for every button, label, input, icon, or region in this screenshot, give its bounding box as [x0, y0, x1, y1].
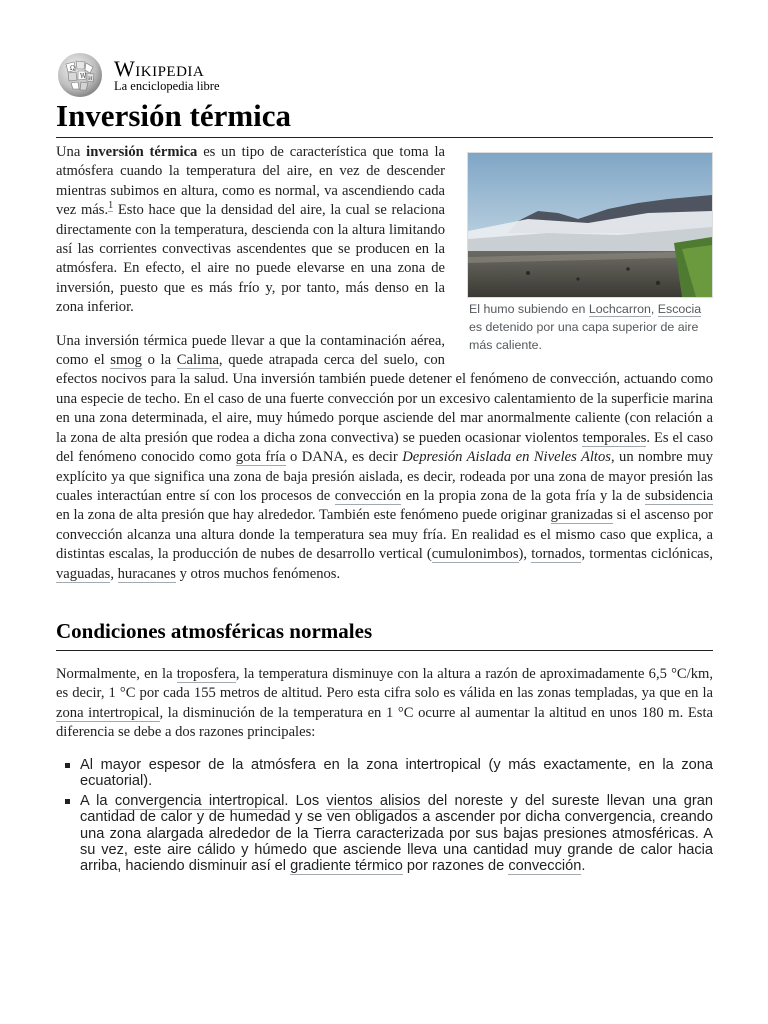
- text: ),: [518, 546, 532, 563]
- bold-term: inversión térmica: [86, 144, 198, 160]
- text: A la: [80, 793, 115, 810]
- link-conveccion[interactable]: convección: [334, 487, 402, 504]
- text: , la disminución de la temperatura en 1 °C ocurre al aumentar la altitud en unos 180 m. Esta diferencia se debe a dos razones principales:: [56, 704, 713, 741]
- italic-term: Depresión Aislada en Niveles Altos: [402, 449, 611, 466]
- svg-text:И: И: [88, 76, 93, 82]
- link-subsidencia[interactable]: subsidencia: [644, 487, 713, 504]
- link-cumulonimbos[interactable]: cumulonimbos: [431, 546, 519, 563]
- svg-text:W: W: [80, 73, 87, 80]
- text: Normalmente, en la: [56, 665, 177, 682]
- text: es un tipo de característica que toma la atmósfera cuando la temperatura del aire, en vez de descender mientras subimos en altura, como es normal, va ascendiendo cada vez más.: [56, 144, 445, 219]
- text: , la temperatura disminuye con la altura a razón de aproximadamente 6,5 °C/km, es decir, 1 °C por cada 155 metros de altitud. Pero esta cifra solo es válida en las zonas templadas, ya que en la: [56, 665, 713, 702]
- link-temporales[interactable]: temporales: [582, 429, 647, 446]
- link-tornados[interactable]: tornados: [531, 546, 582, 563]
- link-vientos-alisios[interactable]: vientos alisios: [326, 793, 421, 810]
- link-convergencia-intertropical[interactable]: convergencia intertropical: [114, 793, 285, 810]
- reference-link[interactable]: 1: [108, 200, 114, 212]
- text: ,: [110, 565, 118, 582]
- text: y otros muchos fenómenos.: [175, 565, 341, 582]
- section-paragraph: [56, 665, 713, 743]
- text: en la zona de alta presión que hay alrededor. También este fenómeno puede originar: [56, 507, 551, 524]
- link-troposfera[interactable]: troposfera: [176, 665, 236, 682]
- link-granizadas[interactable]: granizadas: [550, 507, 613, 524]
- article-body: [56, 143, 713, 879]
- link-escocia[interactable]: Escocia: [657, 302, 702, 316]
- text: en la propia zona de la gota fría y la de: [401, 487, 645, 504]
- text: , un nombre muy explícito ya que significa una zona de baja presión aislada, es decir, rodeada por una zona de mayor presión las cuales interactúan entre sí con los procesos de: [56, 449, 713, 504]
- caption-text: es detenido por una capa superior de aire más caliente.: [469, 320, 699, 352]
- text: .: [581, 858, 586, 875]
- link-gradiente-termico[interactable]: gradiente térmico: [290, 858, 403, 875]
- wordmark-text: Wikipedia: [114, 56, 205, 81]
- text: Una inversión térmica puede llevar a que la contaminación aérea, como el: [56, 332, 445, 369]
- text: Esto hace que la densidad del aire, la cual se relaciona directamente con la temperatura, descienda con la altura limitando así las corrientes convectivas ascendentes que se producen en la atmósfera. En efecto, el aire no puede elevarse en una zona de inversión, puesto que es más frío y, por tanto, más denso en la zona inferior.: [56, 202, 446, 316]
- link-huracanes[interactable]: huracanes: [117, 565, 176, 582]
- thumbnail-figure: [467, 152, 713, 354]
- list-item: [80, 757, 713, 790]
- intro-paragraph-2: [56, 332, 713, 584]
- text: , tormentas ciclónicas,: [581, 546, 713, 563]
- svg-text:Ω: Ω: [70, 65, 75, 72]
- text: si el ascenso por convección alcanza una altura donde la temperatura sea muy fría. En realidad es el mismo caso que explica, a distintas escalas, la producción de nubes de desarrollo vertical (: [56, 507, 713, 563]
- link-zona-intertropical[interactable]: zona intertropical: [56, 704, 160, 721]
- page-title: Inversión térmica: [56, 96, 713, 138]
- reasons-list: [56, 757, 713, 875]
- text: Una: [56, 144, 87, 160]
- caption-text: ,: [650, 302, 658, 316]
- link-calima[interactable]: Calima: [176, 352, 219, 369]
- text: o la: [141, 352, 177, 369]
- link-lochcarron[interactable]: Lochcarron: [588, 302, 651, 316]
- text: , quede atrapada cerca del suelo, con efectos nocivos para la salud. Una inversión también puede detener el fenómeno de convección, actuando como una especie de techo. En el caso de una fuerte convección por un excesivo calentamiento de la superficie marina en una zona determinada, el aire, muy húmedo porque asciende del mar anormalmente caliente (con relación a la zona de alta presión que rodea a dicha zona convectiva) se pueden ocasionar violentos: [56, 352, 713, 446]
- text: . Es el caso del fenómeno conocido como: [56, 429, 713, 466]
- wikipedia-globe-icon[interactable]: [56, 52, 104, 98]
- text: . Los: [284, 793, 327, 810]
- fog-over-loch-photo[interactable]: [467, 152, 713, 298]
- caption-text: El humo subiendo en: [469, 302, 589, 316]
- text: por razones de: [402, 858, 509, 875]
- text: del noreste y del sureste llevan una gran cantidad de calor y de humedad y se ven obligados a ascender por dicha convergencia, creando una zona alargada alrededor de la Tierra caracterizada por sus bajas presiones atmosféricas. A su vez, este aire cálido y húmedo que asciende lleva una cantidad muy grande de calor hacia arriba, haciendo disminuir así el: [80, 793, 714, 875]
- link-vaguadas[interactable]: vaguadas: [56, 565, 111, 582]
- link-gota-fria[interactable]: gota fría: [235, 449, 286, 466]
- figure-caption: [467, 300, 713, 354]
- site-header[interactable]: [56, 52, 356, 98]
- link-smog[interactable]: smog: [110, 352, 142, 369]
- text: Al mayor espesor de la atmósfera en la zona intertropical (y más exactamente, en la zona ecuatorial).: [80, 756, 713, 789]
- text: o DANA, es decir: [285, 449, 403, 466]
- section-heading: Condiciones atmosféricas normales: [56, 616, 713, 651]
- list-item: [80, 793, 713, 874]
- site-tagline: La enciclopedia libre: [114, 79, 220, 93]
- link-conveccion-2[interactable]: convección: [508, 858, 582, 875]
